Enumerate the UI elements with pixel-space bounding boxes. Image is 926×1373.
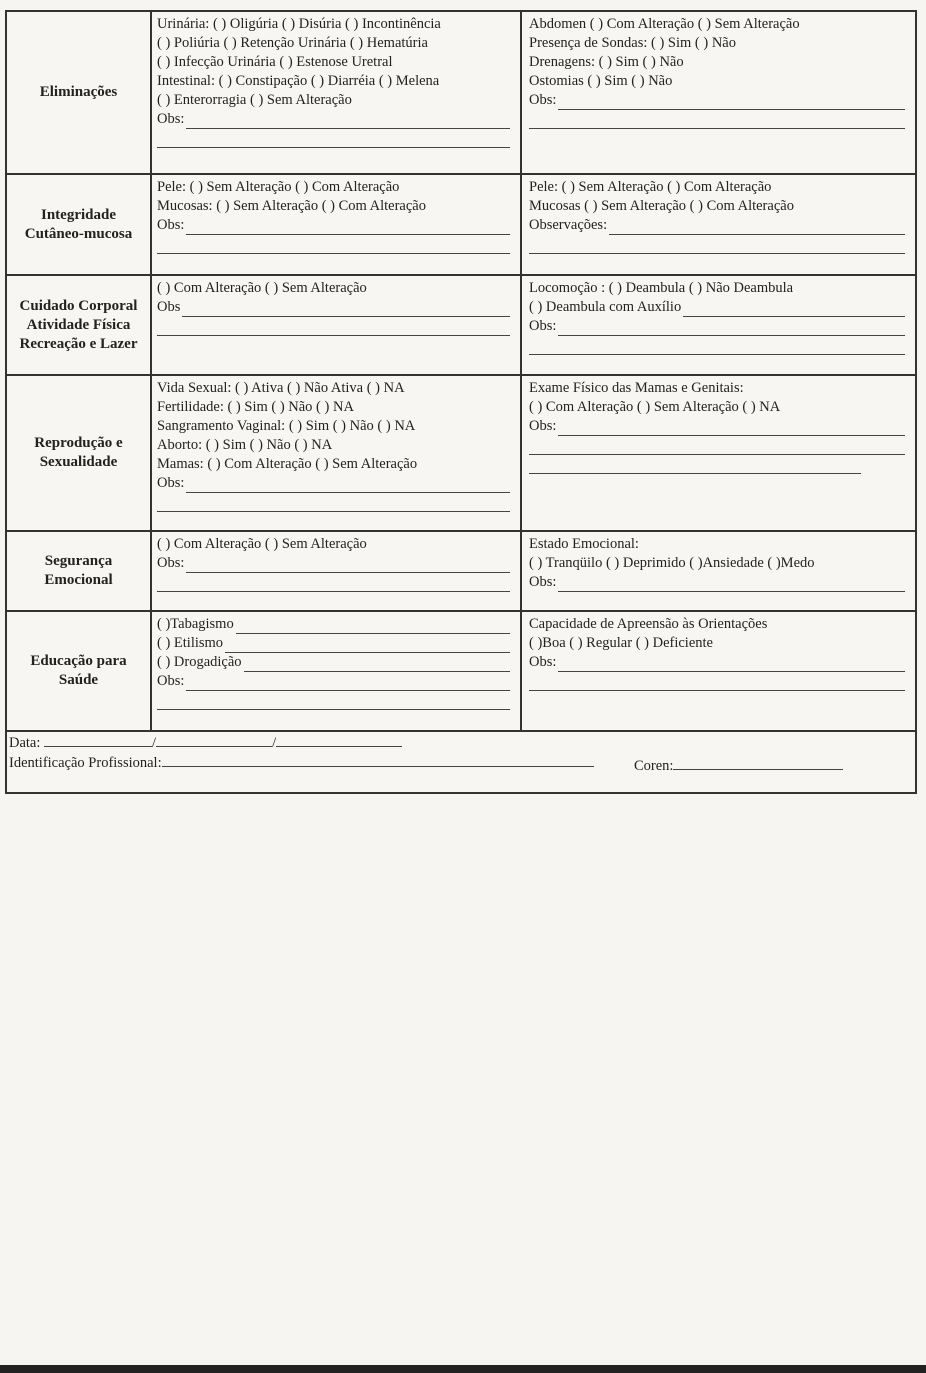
tabagismo-field[interactable] [157, 615, 516, 634]
form-footer [7, 732, 915, 792]
fill-line [186, 559, 510, 573]
obs-label: Obs: [157, 673, 185, 689]
right-cell [522, 612, 915, 730]
fill-line [244, 658, 510, 672]
month-line [156, 734, 272, 747]
text-line: Urinária: ( ) Oligúria ( ) Disúria ( ) Incontinência [157, 16, 441, 32]
blank-line[interactable] [157, 235, 510, 254]
row-cuidado-corporal [7, 276, 915, 376]
field-label: ( ) Etilismo [157, 635, 224, 651]
obs-label: Obs: [157, 555, 185, 571]
obs-field[interactable] [529, 91, 911, 110]
fill-line [186, 677, 510, 691]
text-line: ( ) Poliúria ( ) Retenção Urinária ( ) Hematúria [157, 35, 428, 51]
etilismo-field[interactable] [157, 634, 516, 653]
coren-label: Coren: [634, 758, 674, 774]
obs-label: Observações: [529, 217, 608, 233]
row-label: Cuidado Corporal Atividade Física Recreação e Lazer [7, 276, 152, 374]
text-line: ( )Boa ( ) Regular ( ) Deficiente [529, 635, 713, 651]
obs-label: Obs: [157, 475, 185, 491]
obs-field[interactable] [157, 474, 516, 493]
mid-cell [152, 612, 522, 730]
fill-line [225, 639, 510, 653]
obs-field[interactable] [157, 298, 516, 317]
professional-id-field[interactable] [9, 753, 913, 773]
text-line: Ostomias ( ) Sim ( ) Não [529, 73, 673, 89]
text-line: Pele: ( ) Sem Alteração ( ) Com Alteração [157, 179, 400, 195]
text-line: Mamas: ( ) Com Alteração ( ) Sem Alteração [157, 456, 418, 472]
text-line: Intestinal: ( ) Constipação ( ) Diarréia ( ) Melena [157, 73, 440, 89]
obs-label: Obs: [157, 217, 185, 233]
text-line: Mucosas ( ) Sem Alteração ( ) Com Alteração [529, 198, 794, 214]
row-eliminacoes [7, 12, 915, 175]
text-line: Vida Sexual: ( ) Ativa ( ) Não Ativa ( ) NA [157, 380, 405, 396]
obs-field[interactable] [529, 653, 911, 672]
obs-label: Obs: [157, 111, 185, 127]
right-cell [522, 532, 915, 610]
row-seguranca [7, 532, 915, 612]
year-line [276, 734, 402, 747]
obs-field[interactable] [157, 110, 516, 129]
text-line: Mucosas: ( ) Sem Alteração ( ) Com Alteração [157, 198, 426, 214]
text-line: ( ) Com Alteração ( ) Sem Alteração [157, 280, 367, 296]
fill-line [609, 221, 905, 235]
obs-label: Obs: [529, 654, 557, 670]
date-slash: / [152, 735, 157, 751]
text-line: Exame Físico das Mamas e Genitais: [529, 380, 744, 396]
fill-line [683, 303, 905, 317]
fill-line [236, 620, 510, 634]
fill-line [558, 658, 905, 672]
field-label: ( ) Drogadição [157, 654, 242, 670]
coren-field[interactable] [634, 756, 843, 776]
text-line: Capacidade de Apreensão às Orientações [529, 616, 768, 632]
text-line: ( ) Com Alteração ( ) Sem Alteração [157, 536, 367, 552]
text-line: ( ) Enterorragia ( ) Sem Alteração [157, 92, 352, 108]
text-line: Presença de Sondas: ( ) Sim ( ) Não [529, 35, 736, 51]
text-line: ( ) Tranqüilo ( ) Deprimido ( )Ansiedade ( )Medo [529, 555, 815, 571]
date-field[interactable] [9, 733, 913, 753]
date-slash: / [272, 735, 277, 751]
fill-line [182, 303, 510, 317]
text-line: Fertilidade: ( ) Sim ( ) Não ( ) NA [157, 399, 354, 415]
assist-label: ( ) Deambula com Auxílio [529, 299, 682, 315]
obs-field[interactable] [529, 317, 911, 336]
mid-cell [152, 175, 522, 274]
blank-line[interactable] [157, 129, 510, 148]
row-label: Integridade Cutâneo-mucosa [7, 175, 152, 274]
mid-cell [152, 376, 522, 530]
blank-line[interactable] [529, 235, 905, 254]
fill-line [186, 221, 510, 235]
text-line: Abdomen ( ) Com Alteração ( ) Sem Alteração [529, 16, 800, 32]
blank-line[interactable] [529, 436, 905, 455]
professional-id-line [162, 754, 594, 767]
right-cell [522, 12, 915, 173]
field-label: ( )Tabagismo [157, 616, 234, 632]
mid-cell [152, 532, 522, 610]
obs-field[interactable] [529, 216, 911, 235]
fill-line [558, 96, 905, 110]
row-label: Educação para Saúde [7, 612, 152, 730]
mid-cell [152, 12, 522, 173]
obs-label: Obs: [529, 418, 557, 434]
date-label: Data: [9, 735, 41, 751]
blank-line[interactable] [529, 110, 905, 129]
row-reproducao [7, 376, 915, 532]
text-line: Locomoção : ( ) Deambula ( ) Não Deambula [529, 280, 794, 296]
row-label: Reprodução e Sexualidade [7, 376, 152, 530]
blank-line[interactable] [157, 691, 510, 710]
drogadicao-field[interactable] [157, 653, 516, 672]
text-line: Estado Emocional: [529, 536, 639, 552]
text-line: Sangramento Vaginal: ( ) Sim ( ) Não ( ) NA [157, 418, 416, 434]
obs-field[interactable] [157, 554, 516, 573]
text-line: ( ) Com Alteração ( ) Sem Alteração ( ) NA [529, 399, 781, 415]
obs-label: Obs: [529, 92, 557, 108]
obs-label: Obs [157, 299, 181, 315]
right-cell [522, 376, 915, 530]
blank-line[interactable] [157, 317, 510, 336]
row-label: Segurança Emocional [7, 532, 152, 610]
mid-cell [152, 276, 522, 374]
right-cell [522, 276, 915, 374]
text-line: Aborto: ( ) Sim ( ) Não ( ) NA [157, 437, 333, 453]
fill-line [186, 115, 510, 129]
obs-label: Obs: [529, 574, 557, 590]
blank-line[interactable] [157, 493, 510, 512]
row-integridade [7, 175, 915, 276]
right-cell [522, 175, 915, 274]
blank-line[interactable] [529, 672, 905, 691]
row-educacao [7, 612, 915, 732]
blank-line[interactable] [529, 455, 861, 474]
day-line [44, 734, 152, 747]
fill-line [558, 422, 905, 436]
scan-edge [0, 1365, 926, 1373]
text-line: Pele: ( ) Sem Alteração ( ) Com Alteração [529, 179, 772, 195]
fill-line [558, 578, 905, 592]
coren-line [673, 757, 843, 770]
text-line: ( ) Infecção Urinária ( ) Estenose Uretral [157, 54, 393, 70]
obs-field[interactable] [529, 417, 911, 436]
row-label: Eliminações [7, 12, 152, 173]
fill-line [186, 479, 510, 493]
fill-line [558, 322, 905, 336]
obs-field[interactable] [157, 672, 516, 691]
text-line: Drenagens: ( ) Sim ( ) Não [529, 54, 684, 70]
nursing-assessment-form [5, 10, 917, 794]
obs-field[interactable] [529, 573, 911, 592]
obs-field[interactable] [157, 216, 516, 235]
professional-id-label: Identificação Profissional: [9, 755, 162, 771]
obs-label: Obs: [529, 318, 557, 334]
assist-field[interactable] [529, 298, 911, 317]
blank-line[interactable] [157, 573, 510, 592]
blank-line[interactable] [529, 336, 905, 355]
